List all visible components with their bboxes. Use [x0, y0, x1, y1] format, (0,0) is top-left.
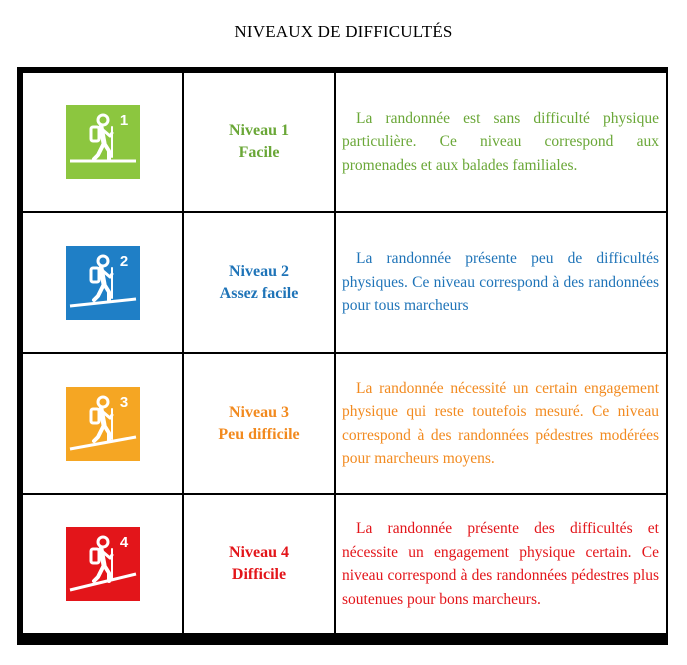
hiker-level-2-icon	[66, 246, 140, 320]
level-2-icon-cell	[23, 213, 182, 352]
level-1-description: La randonnée est sans difficulté physique particulière. Ce niveau correspond aux promenades et aux balades familiales.	[342, 109, 659, 174]
level-1-label-cell	[184, 73, 334, 211]
level-2-label-cell	[184, 213, 334, 352]
level-3-description-cell	[336, 354, 666, 493]
level-3-icon-cell	[23, 354, 182, 493]
level-2-description: La randonnée présente peu de difficultés physiques. Ce niveau correspond à des randonnées pour tous marcheurs	[342, 250, 659, 315]
level-1-number: Niveau 1	[229, 122, 289, 139]
level-1-icon-cell	[23, 73, 182, 211]
level-4-description: La randonnée présente des difficultés et nécessite un engagement physique certain. Ce niveau correspond à des randonnées pédestres plus soutenues pour bons marcheurs.	[342, 520, 659, 608]
level-1-description-cell	[336, 73, 666, 211]
page-title: NIVEAUX DE DIFFICULTÉS	[234, 22, 453, 41]
hiker-level-4-icon	[66, 527, 140, 601]
level-4-icon-cell	[23, 495, 182, 633]
level-1-name: Facile	[238, 144, 280, 161]
icon-number: 2	[119, 252, 128, 270]
level-3-name: Peu difficile	[218, 425, 300, 443]
icon-number: 1	[119, 112, 128, 129]
level-2-name: Assez facile	[219, 284, 299, 302]
hiker-level-3-icon	[66, 387, 140, 461]
difficulty-table	[17, 67, 668, 645]
level-2-number: Niveau 2	[229, 262, 289, 280]
level-3-description: La randonnée nécessité un certain engagement physique qui reste toutefois mesuré. Ce niveau correspond à des randonnées pédestres modérées pour marcheurs moyens.	[342, 379, 659, 467]
icon-number: 4	[119, 534, 128, 551]
level-4-number: Niveau 4	[229, 544, 289, 561]
level-4-description-cell	[336, 495, 666, 633]
level-3-label-cell	[184, 354, 334, 493]
level-4-label-cell	[184, 495, 334, 633]
level-4-name: Difficile	[231, 566, 287, 583]
level-2-description-cell	[336, 213, 666, 352]
icon-number: 3	[119, 393, 128, 411]
hiker-level-1-icon	[66, 105, 140, 179]
level-3-number: Niveau 3	[229, 403, 289, 421]
